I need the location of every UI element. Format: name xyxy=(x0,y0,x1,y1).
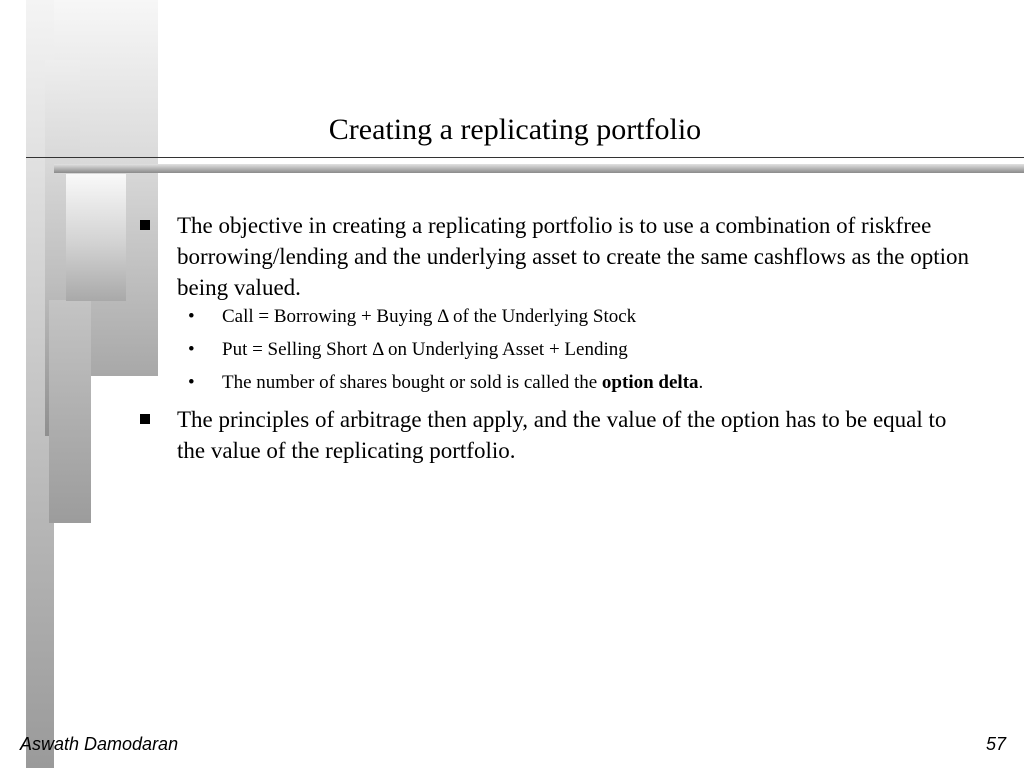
title-rule xyxy=(26,157,1024,158)
page-number: 57 xyxy=(985,734,1006,754)
slide-body xyxy=(140,210,970,468)
dot-bullet-icon: • xyxy=(188,306,195,327)
sub-bullet-text: Put = Selling Short Δ on Underlying Asset + Lending xyxy=(222,339,628,360)
sub-bullet-item xyxy=(140,338,970,362)
footer-author: Aswath Damodaran xyxy=(20,734,179,754)
dot-bullet-icon: • xyxy=(188,372,195,393)
square-bullet-icon xyxy=(140,414,150,424)
bullet-text: The principles of arbitrage then apply, and the value of the option has to be equal to the value of the replicating portfolio. xyxy=(177,407,947,463)
sub-bullet-text-prefix: The number of shares bought or sold is called the xyxy=(222,372,602,393)
sub-bullet-text: Call = Borrowing + Buying Δ of the Underlying Stock xyxy=(222,306,637,327)
square-bullet-icon xyxy=(140,220,150,230)
sub-bullet-list xyxy=(140,305,970,395)
slide-title: Creating a replicating portfolio xyxy=(328,113,702,146)
sub-bullet-item xyxy=(140,371,970,395)
bullet-item xyxy=(140,404,970,466)
decorative-bar xyxy=(66,174,126,301)
dot-bullet-icon: • xyxy=(188,339,195,360)
decorative-bar xyxy=(49,300,91,523)
bullet-text: The objective in creating a replicating portfolio is to use a combination of riskfree borrowing/lending and the underlying asset to create the same cashflows as the option being valued. xyxy=(177,213,970,300)
sub-bullet-text-suffix: . xyxy=(698,372,704,393)
sub-bullet-item xyxy=(140,305,970,329)
title-underline-bar xyxy=(54,164,1024,173)
option-delta-term: option delta xyxy=(601,372,699,393)
bullet-item xyxy=(140,210,970,303)
